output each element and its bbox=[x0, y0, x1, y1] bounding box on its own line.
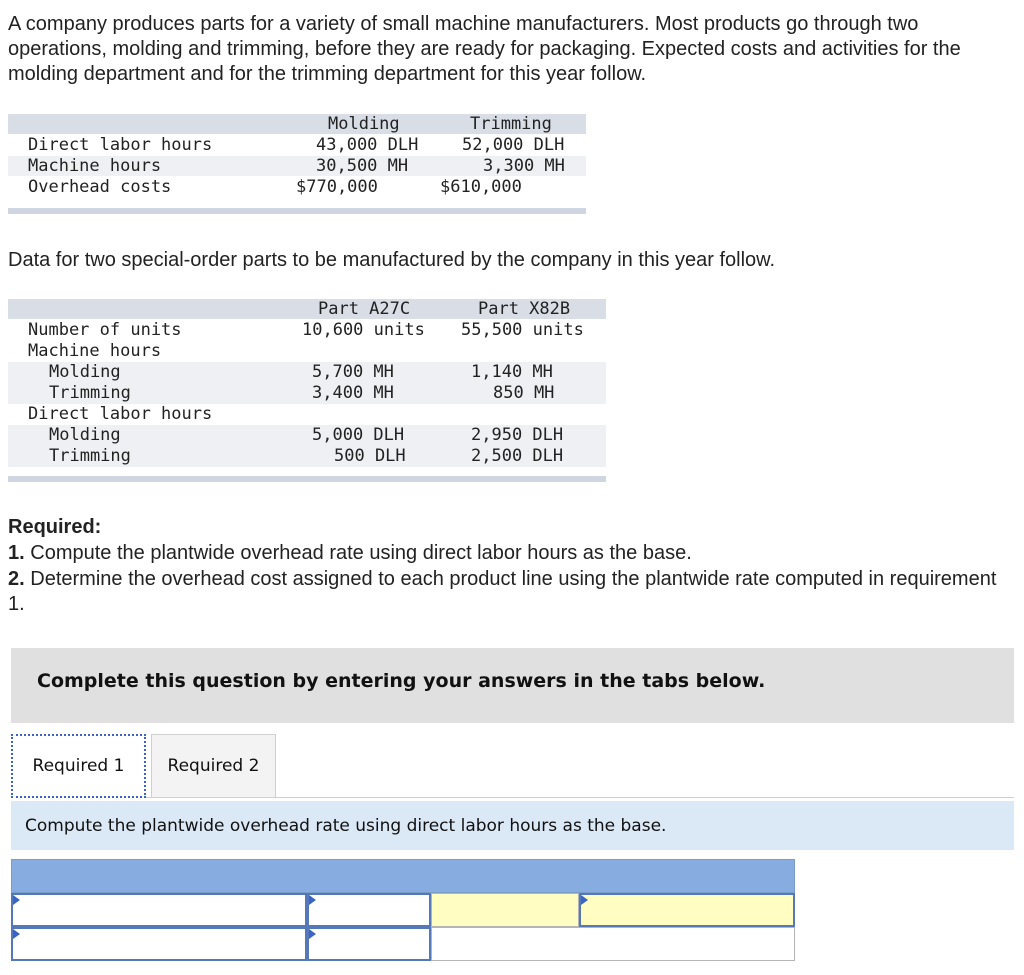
row-label: Machine hours bbox=[28, 341, 162, 361]
cell-value: 55,500 units bbox=[461, 320, 584, 340]
special-order-table bbox=[8, 299, 606, 485]
required-item-text: Compute the plantwide overhead rate using direct labor hours as the base. bbox=[30, 542, 692, 564]
row-label: Trimming bbox=[49, 383, 131, 403]
answer-input-r2c2[interactable] bbox=[307, 927, 431, 961]
answer-input-r1c4[interactable] bbox=[579, 893, 795, 927]
cell-value: 1,140 MH bbox=[471, 362, 553, 382]
input-marker-icon bbox=[581, 895, 588, 905]
answer-input-r1c1[interactable] bbox=[11, 893, 307, 927]
row-label: Molding bbox=[49, 362, 121, 382]
cell-value: 500 DLH bbox=[334, 446, 406, 466]
row-label: Molding bbox=[49, 425, 121, 445]
row-label: Trimming bbox=[49, 446, 131, 466]
cell-value: 3,400 MH bbox=[312, 383, 394, 403]
cell-value: 43,000 DLH bbox=[316, 135, 419, 155]
tab-prompt: Compute the plantwide overhead rate using direct labor hours as the base. bbox=[11, 801, 1014, 850]
tab-required-2[interactable]: Required 2 bbox=[151, 734, 276, 798]
answer-input-r1c3[interactable] bbox=[431, 893, 579, 927]
input-marker-icon bbox=[309, 929, 316, 939]
answer-grid-header bbox=[11, 859, 795, 893]
row-label: Number of units bbox=[28, 320, 182, 340]
required-item-text: Determine the overhead cost assigned to each product line using the plantwide rate computed in requirement 1. bbox=[8, 568, 997, 615]
cell-value: 5,000 DLH bbox=[312, 425, 405, 445]
required-item-number: 1. bbox=[8, 542, 25, 564]
cell-value: 850 MH bbox=[493, 383, 555, 403]
answer-input-r1c2[interactable] bbox=[307, 893, 431, 927]
cell-value: $770,000 bbox=[296, 177, 378, 197]
required-title: Required: bbox=[8, 516, 102, 538]
cell-value: 30,500 MH bbox=[316, 156, 409, 176]
row-label: Direct labor hours bbox=[28, 404, 213, 424]
header-part-a27c: Part A27C bbox=[318, 299, 411, 319]
cell-value: $610,000 bbox=[440, 177, 522, 197]
answer-output-r2c3 bbox=[431, 927, 795, 961]
header-part-x82b: Part X82B bbox=[478, 299, 571, 319]
cell-value: 3,300 MH bbox=[483, 156, 565, 176]
intro-paragraph: A company produces parts for a variety of small machine manufacturers. Most products go through two operations, molding and trimming, before they are ready for packaging. Expected costs and activities for the molding department and for the trimming department for this year follow. bbox=[8, 13, 961, 85]
header-molding: Molding bbox=[328, 114, 400, 134]
row-label: Machine hours bbox=[28, 156, 162, 176]
instruction-text: Complete this question by entering your answers in the tabs below. bbox=[37, 670, 766, 692]
cell-value: 10,600 units bbox=[302, 320, 425, 340]
cell-value: 5,700 MH bbox=[312, 362, 394, 382]
required-item-2 bbox=[8, 567, 1008, 617]
tab-required-1[interactable]: Required 1 bbox=[11, 734, 146, 798]
cell-value: 52,000 DLH bbox=[462, 135, 565, 155]
required-item-number: 2. bbox=[8, 568, 25, 590]
row-label: Overhead costs bbox=[28, 177, 172, 197]
tab-divider bbox=[146, 797, 1014, 798]
intro2-paragraph: Data for two special-order parts to be manufactured by the company in this year follow. bbox=[8, 249, 776, 271]
answer-input-r2c1[interactable] bbox=[11, 927, 307, 961]
required-item-1 bbox=[8, 541, 1008, 566]
header-trimming: Trimming bbox=[470, 114, 552, 134]
input-marker-icon bbox=[13, 895, 20, 905]
instruction-box bbox=[11, 648, 1014, 723]
row-label: Direct labor hours bbox=[28, 135, 213, 155]
input-marker-icon bbox=[309, 895, 316, 905]
department-costs-table bbox=[8, 114, 586, 216]
cell-value: 2,950 DLH bbox=[471, 425, 564, 445]
input-marker-icon bbox=[13, 929, 20, 939]
cell-value: 2,500 DLH bbox=[471, 446, 564, 466]
